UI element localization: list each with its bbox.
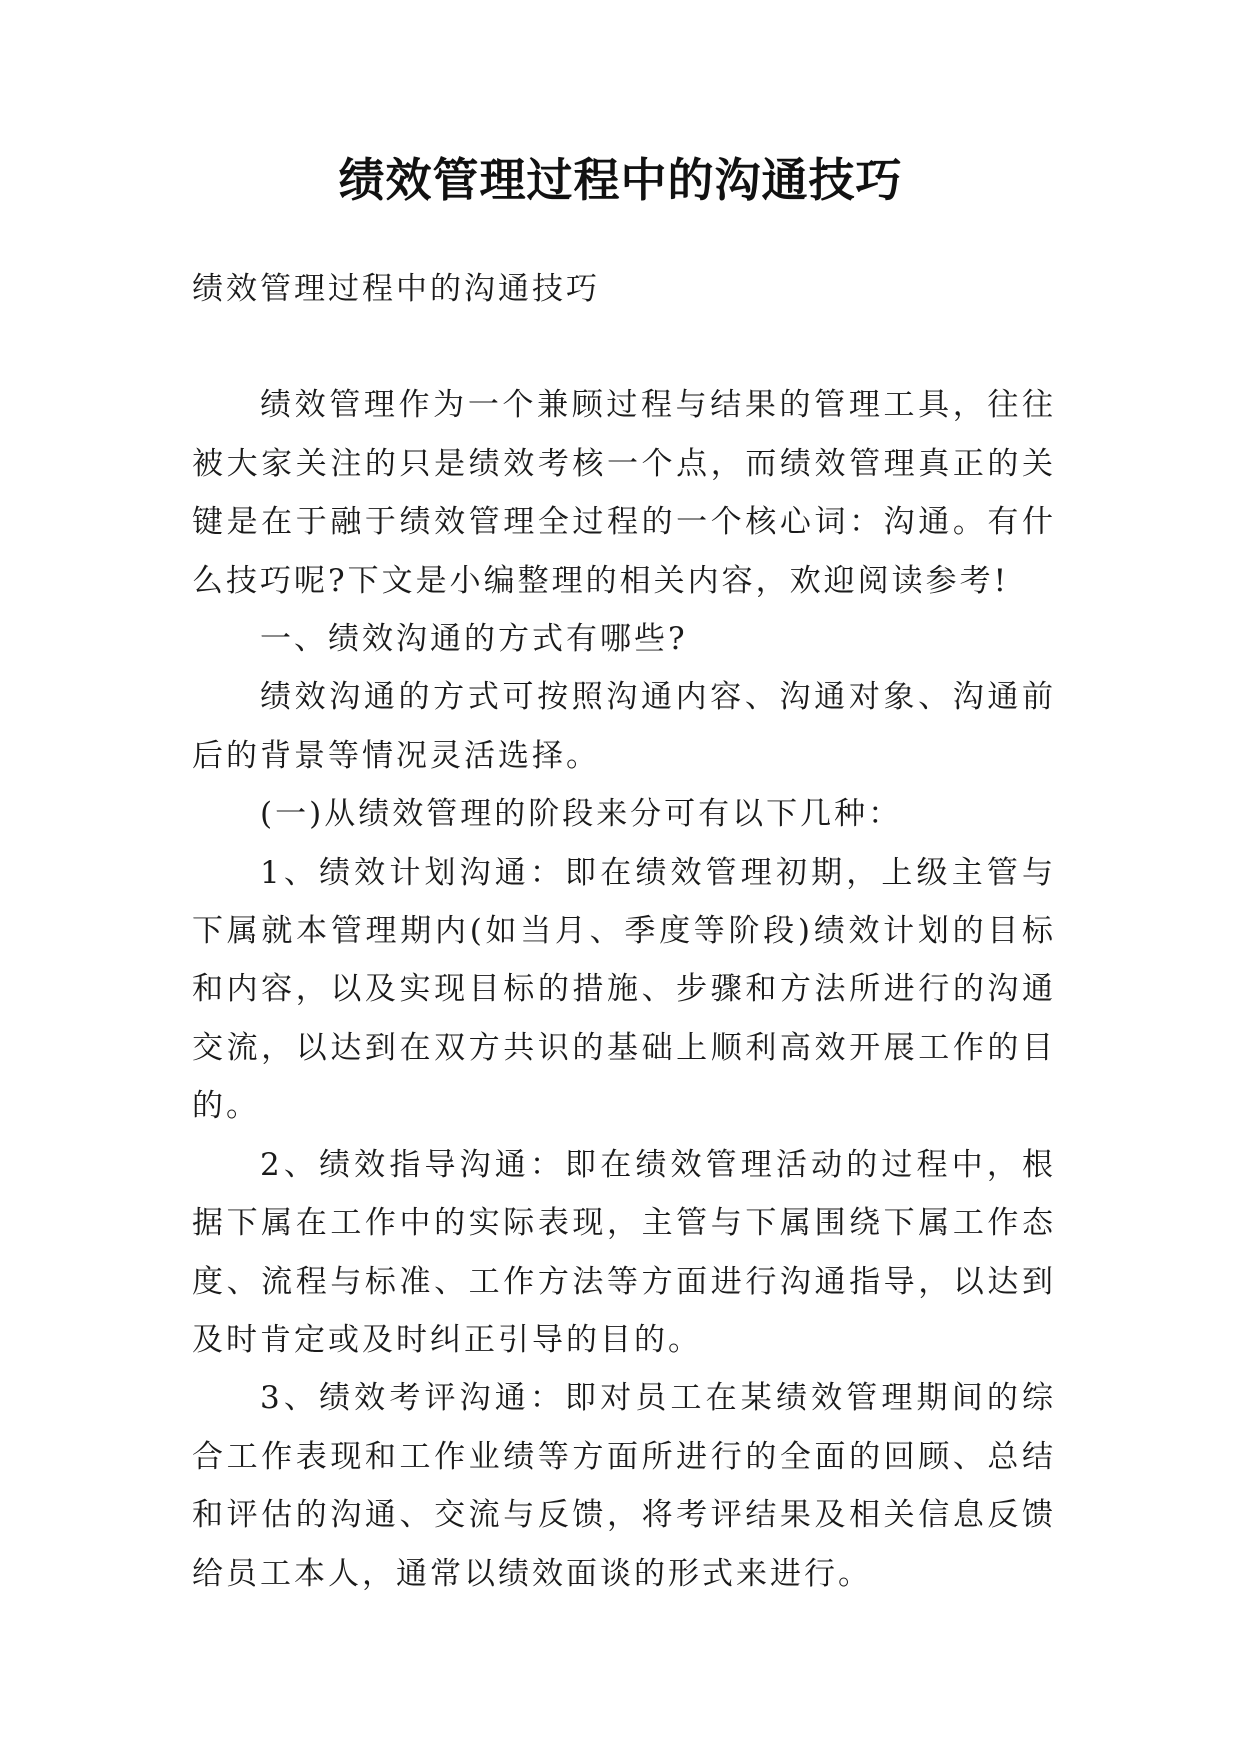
document-body [192, 260, 1056, 1603]
subsection-heading-1: (一)从绩效管理的阶段来分可有以下几种： [260, 796, 903, 833]
paragraph-methods: 绩效沟通的方式可按照沟通内容、沟通对象、沟通前后的背景等情况灵活选择。 [192, 679, 1056, 774]
section-heading-1: 一、绩效沟通的方式有哪些? [260, 621, 688, 658]
document-title: 绩效管理过程中的沟通技巧 [338, 153, 903, 207]
paragraph-intro: 绩效管理作为一个兼顾过程与结果的管理工具，往往被大家关注的只是绩效考核一个点，而绩效管理真正的关键是在于融于绩效管理全过程的一个核心词：沟通。有什么技巧呢?下文是小编整理的相关内容，欢迎阅读参考! [192, 387, 1056, 599]
document-subtitle: 绩效管理过程中的沟通技巧 [192, 271, 600, 307]
list-item-appraisal: 3、绩效考评沟通：即对员工在某绩效管理期间的综合工作表现和工作业绩等方面所进行的全面的回顾、总结和评估的沟通、交流与反馈，将考评结果及相关信息反馈给员工本人，通常以绩效面谈的形式来进行。 [192, 1380, 1056, 1592]
list-item-plan: 1、绩效计划沟通：即在绩效管理初期，上级主管与下属就本管理期内(如当月、季度等阶段)绩效计划的目标和内容，以及实现目标的措施、步骤和方法所进行的沟通交流，以达到在双方共识的基础上顺利高效开展工作的目的。 [192, 854, 1056, 1125]
list-item-guidance: 2、绩效指导沟通：即在绩效管理活动的过程中，根据下属在工作中的实际表现，主管与下属围绕下属工作态度、流程与标准、工作方法等方面进行沟通指导，以达到及时肯定或及时纠正引导的目的。 [192, 1146, 1056, 1358]
